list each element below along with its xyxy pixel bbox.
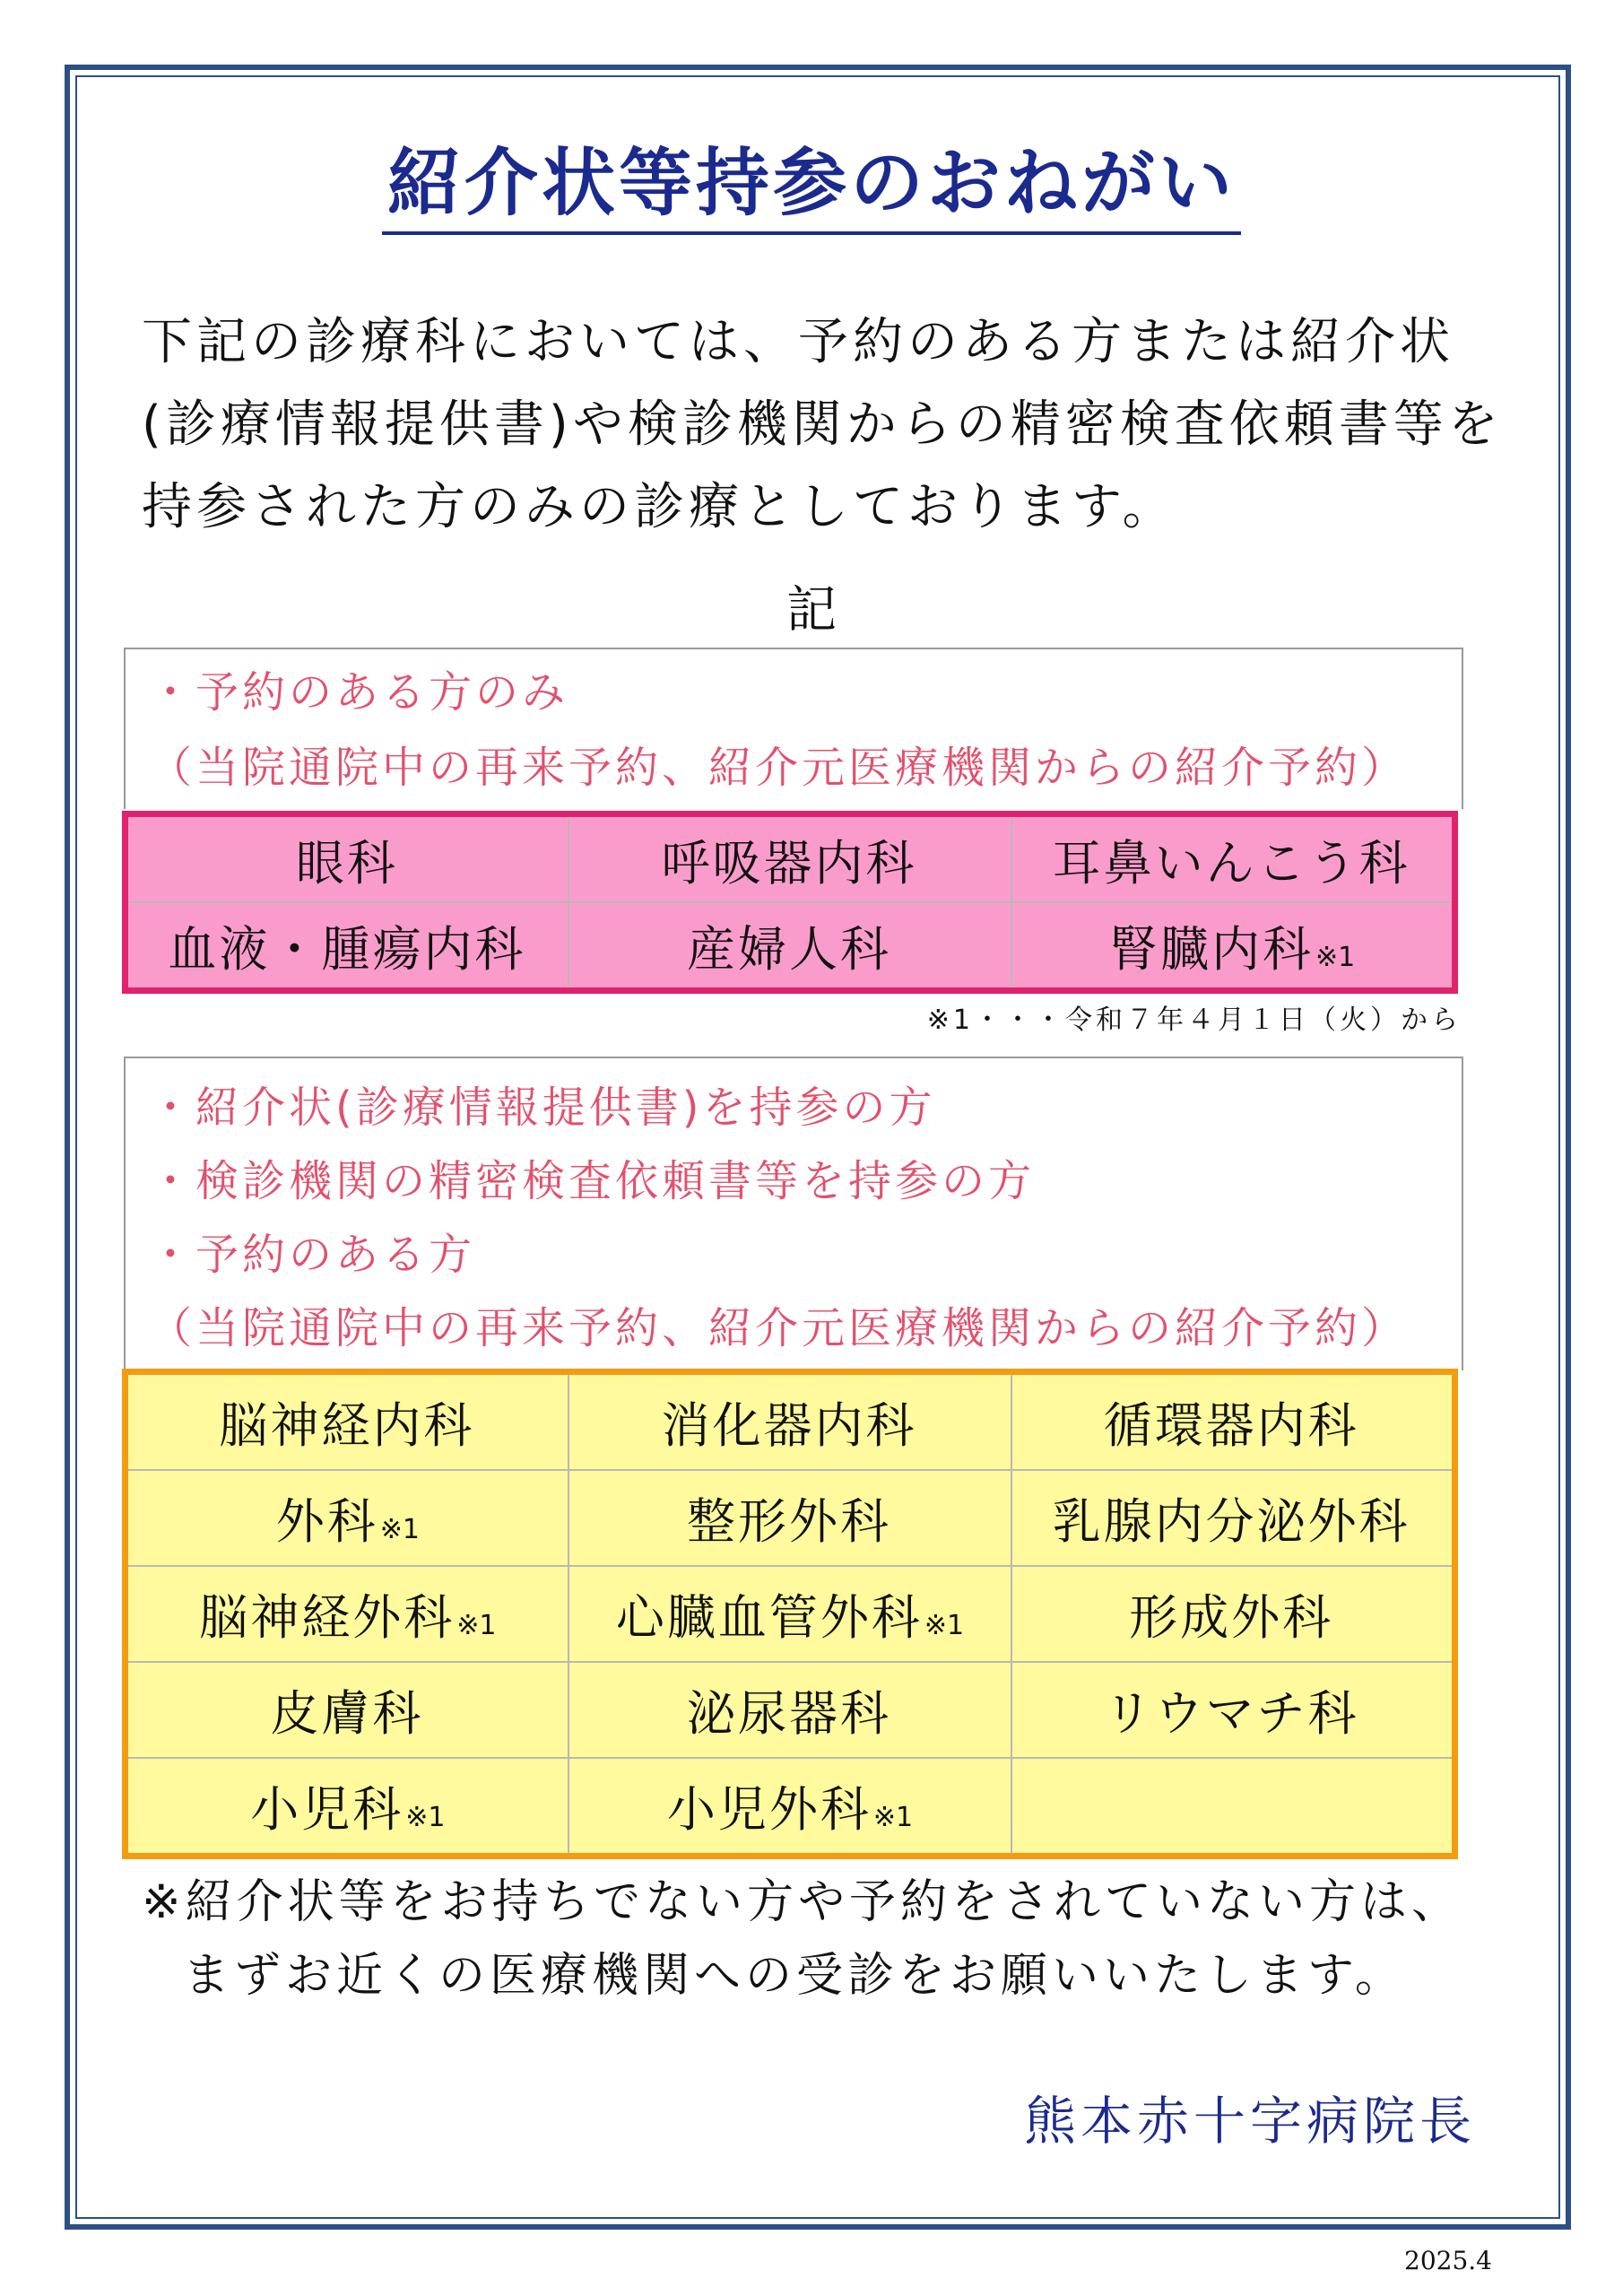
signature: 熊本赤十字病院長: [1023, 2091, 1476, 2152]
intro-paragraph: [142, 301, 1523, 549]
department-cell: [126, 1470, 568, 1566]
department-cell: [126, 814, 568, 903]
department-name: 形成外科: [1129, 1589, 1334, 1646]
table-row: [126, 1470, 1455, 1566]
department-name: 循環器内科: [1103, 1397, 1359, 1454]
department-name: 整形外科: [686, 1493, 891, 1550]
department-name: 脳神経外科: [199, 1589, 456, 1646]
department-name: 小児外科: [666, 1781, 872, 1838]
criteria-line: （当院通院中の再来予約、紹介元医療機関からの紹介予約）: [149, 743, 1409, 793]
page-title: 紹介状等持参のおねがい: [382, 142, 1241, 235]
department-name: 乳腺内分泌外科: [1052, 1493, 1410, 1550]
footnote: ※1・・・令和７年４月１日（火）から: [926, 1004, 1462, 1036]
department-cell: [126, 1566, 568, 1662]
criteria-line: ・検診機関の精密検査依頼書等を持参の方: [149, 1156, 1036, 1206]
criteria-line: ・予約のある方のみ: [149, 667, 569, 718]
department-name: 外科: [275, 1493, 378, 1550]
department-cell: [126, 902, 568, 991]
department-name: 心臓血管外科: [615, 1589, 923, 1646]
department-note-mark: ※1: [456, 1610, 497, 1641]
department-cell: [126, 1372, 568, 1471]
table-row: [126, 1758, 1455, 1857]
department-cell: [1011, 1662, 1454, 1758]
department-cell: [126, 1662, 568, 1758]
criteria-line: （当院通院中の再来予約、紹介元医療機関からの紹介予約）: [149, 1303, 1409, 1353]
department-cell: [568, 814, 1011, 903]
department-cell: [1011, 1470, 1454, 1566]
ki-heading: 記: [786, 581, 837, 639]
department-name: 眼科: [295, 834, 398, 891]
table-row: [126, 1566, 1455, 1662]
department-note-mark: ※1: [1315, 941, 1356, 973]
intro-line: (診療情報提供書)や検診機関からの精密検査依頼書等を: [142, 396, 1503, 454]
table-row: [126, 814, 1455, 903]
issue-date: 2025.4: [1404, 2246, 1492, 2275]
department-name: 腎臓内科: [1108, 920, 1314, 978]
notice-paragraph: [142, 1866, 1462, 2013]
intro-line: 下記の診療科においては、予約のある方または紹介状: [142, 313, 1454, 371]
department-name: 血液・腫瘍内科: [168, 920, 526, 978]
department-note-mark: ※1: [405, 1802, 446, 1833]
section2-criteria: [124, 1057, 1463, 1370]
department-cell: [568, 1758, 1011, 1857]
criteria-line: ・紹介状(診療情報提供書)を持参の方: [149, 1083, 936, 1133]
department-name: 呼吸器内科: [661, 834, 917, 891]
department-cell: [568, 1470, 1011, 1566]
department-name: 皮膚科: [270, 1685, 424, 1742]
department-cell: [568, 1566, 1011, 1662]
department-cell: [568, 902, 1011, 991]
department-name: リウマチ科: [1103, 1685, 1359, 1742]
department-cell: [1011, 1566, 1454, 1662]
table-row: [126, 1662, 1455, 1758]
section1-department-table: [122, 811, 1458, 994]
intro-line: 持参された方のみの診療としております。: [142, 478, 1177, 536]
department-name: 泌尿器科: [686, 1685, 891, 1742]
notice-line: ※紹介状等をお持ちでない方や予約をされていない方は、: [142, 1875, 1463, 1929]
table-row: [126, 1372, 1455, 1471]
department-cell: [1011, 814, 1454, 903]
department-cell: [568, 1662, 1011, 1758]
department-name: 消化器内科: [661, 1397, 917, 1454]
section2-department-table: [122, 1369, 1458, 1859]
department-name: 脳神経内科: [219, 1397, 475, 1454]
department-name: 産婦人科: [686, 920, 891, 978]
department-note-mark: ※1: [379, 1514, 421, 1545]
department-note-mark: ※1: [924, 1610, 965, 1641]
department-cell: [126, 1758, 568, 1857]
department-note-mark: ※1: [872, 1802, 914, 1833]
criteria-line: ・予約のある方: [149, 1230, 476, 1280]
department-name: 耳鼻いんこう科: [1052, 834, 1410, 891]
department-name: 小児科: [250, 1781, 404, 1838]
notice-line: まずお近くの医療機関への受診をお願いいたします。: [183, 1949, 1406, 2003]
department-cell: [1011, 902, 1454, 991]
department-cell-empty: [1011, 1758, 1454, 1857]
table-row: [126, 902, 1455, 991]
department-cell: [568, 1372, 1011, 1471]
page-title-wrap: [0, 142, 1623, 235]
department-cell: [1011, 1372, 1454, 1471]
section1-criteria: [124, 648, 1463, 809]
